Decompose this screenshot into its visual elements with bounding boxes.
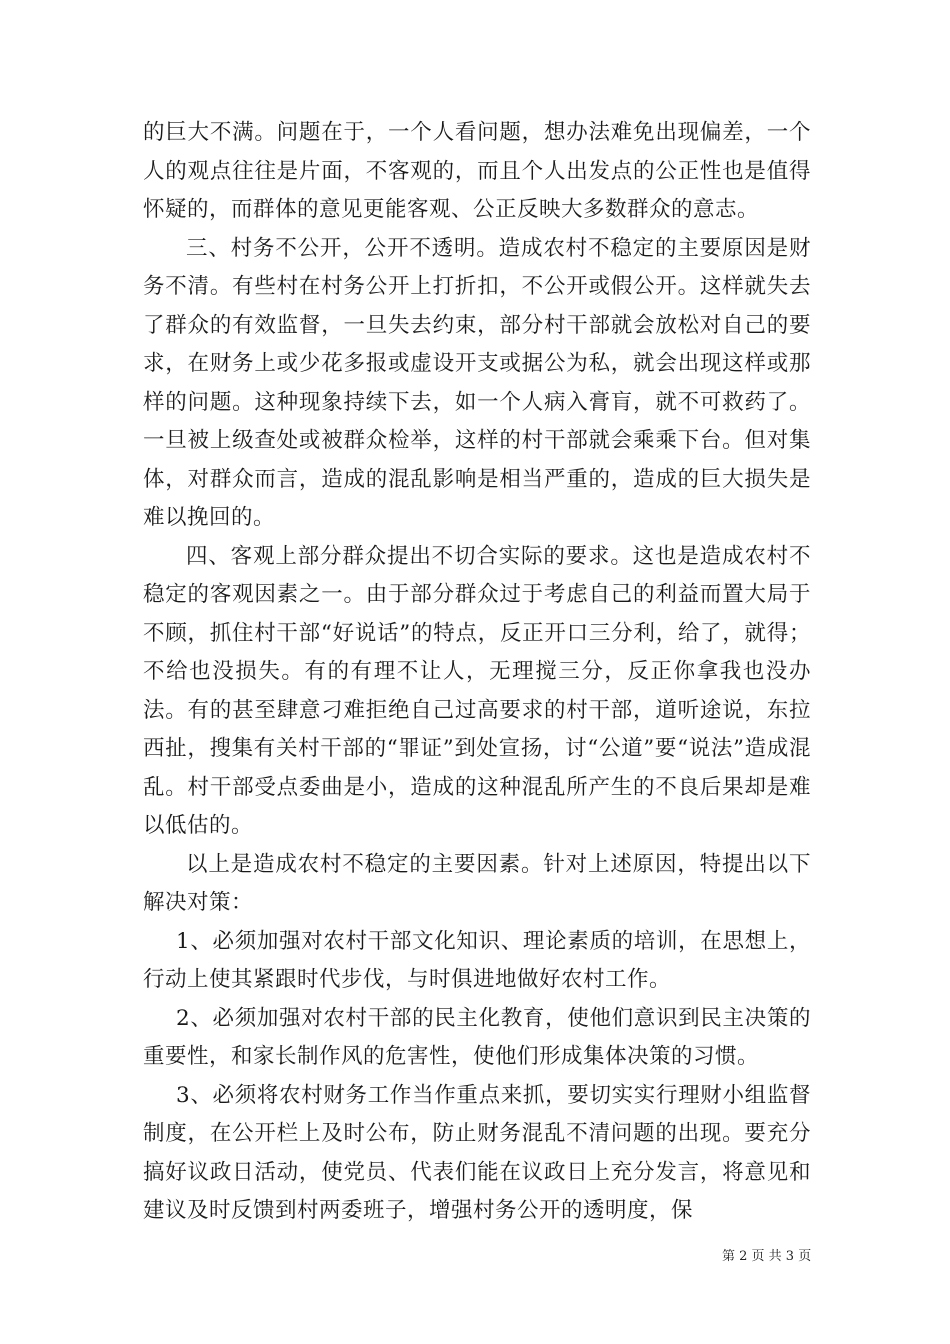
paragraph-summary: 以上是造成农村不稳定的主要因素。针对上述原因，特提出以下解决对策：	[143, 851, 811, 915]
page-number-footer: 第 2 页 共 3 页	[722, 1249, 812, 1264]
paragraph-measure-1: 1、必须加强对农村干部文化知识、理论素质的培训，在思想上，行动上使其紧跟时代步伐，与时俱进地做好农村工作。	[143, 928, 811, 992]
paragraph-measure-3: 3、必须将农村财务工作当作重点来抓，要切实实行理财小组监督制度，在公开栏上及时公布，防止财务混乱不清问题的出现。要充分搞好议政日活动，使党员、代表们能在议政日上充分发言，将意见和建议及时反馈到村两委班子，增强村务公开的透明度，保	[143, 1082, 811, 1223]
document-body	[143, 114, 811, 1231]
paragraph-section-four: 四、客观上部分群众提出不切合实际的要求。这也是造成农村不稳定的客观因素之一。由于部分群众过于考虑自己的利益而置大局于不顾，抓住村干部“好说话”的特点，反正开口三分利，给了，就得；不给也没损失。有的有理不让人，无理搅三分，反正你拿我也没办法。有的甚至肆意刁难拒绝自己过高要求的村干部，道听途说，东拉西扯，搜集有关村干部的“罪证”到处宣扬，讨“公道”要“说法”造成混乱。村干部受点委曲是小，造成的这种混乱所产生的不良后果却是难以低估的。	[143, 543, 811, 838]
paragraph-continuation: 的巨大不满。问题在于，一个人看问题，想办法难免出现偏差，一个人的观点往往是片面，不客观的，而且个人出发点的公正性也是值得怀疑的，而群体的意见更能客观、公正反映大多数群众的意志。	[143, 120, 811, 222]
paragraph-measure-2: 2、必须加强对农村干部的民主化教育，使他们意识到民主决策的重要性，和家长制作风的危害性，使他们形成集体决策的习惯。	[143, 1005, 811, 1069]
paragraph-section-three: 三、村务不公开，公开不透明。造成农村不稳定的主要原因是财务不清。有些村在村务公开上打折扣，不公开或假公开。这样就失去了群众的有效监督，一旦失去约束，部分村干部就会放松对自己的要求，在财务上或少花多报或虚设开支或据公为私，就会出现这样或那样的问题。这种现象持续下去，如一个人病入膏肓，就不可救药了。一旦被上级查处或被群众检举，这样的村干部就会乘乘下台。但对集体，对群众而言，造成的混乱影响是相当严重的，造成的巨大损失是难以挽回的。	[143, 235, 811, 530]
